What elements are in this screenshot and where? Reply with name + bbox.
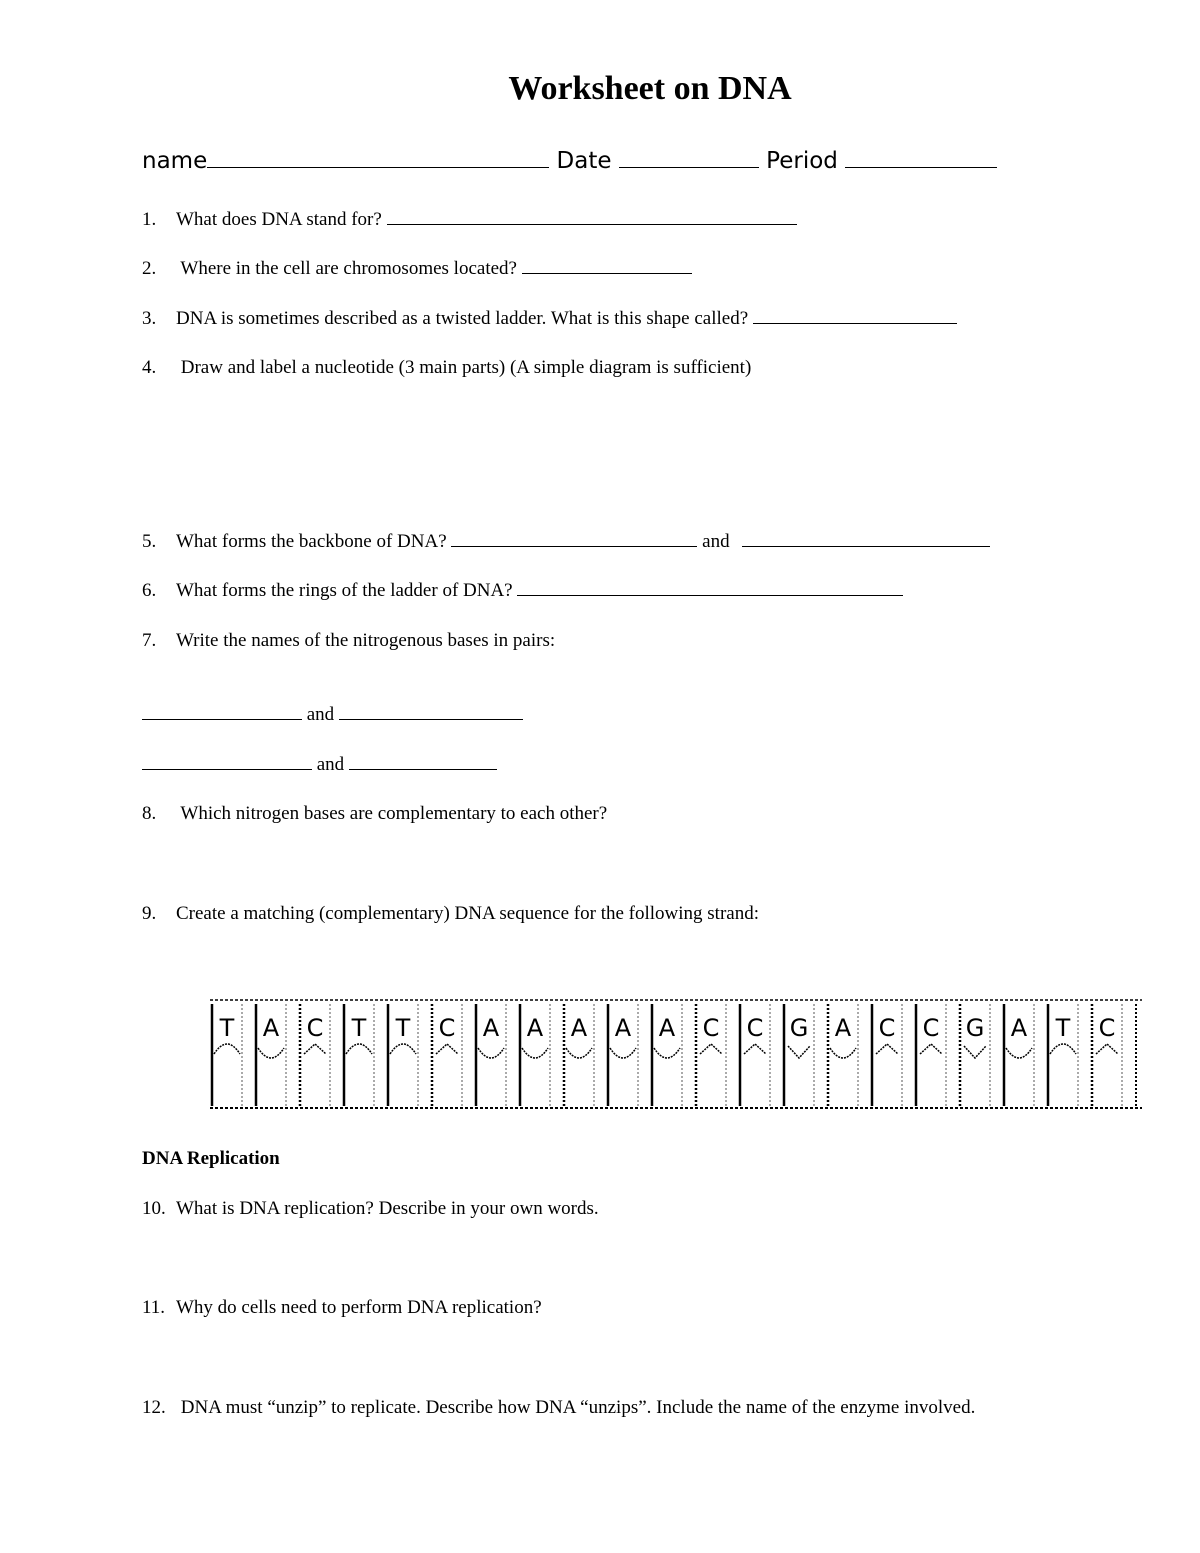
strand-base-6 xyxy=(432,1004,462,1106)
and-word: and xyxy=(316,754,345,775)
strand-connector-shape xyxy=(610,1048,636,1058)
question-text: DNA must “unzip” to replicate. Describe how DNA “unzips”. Include the name of the enzyme involved. xyxy=(176,1397,976,1418)
question-text: What forms the rings of the ladder of DNA? xyxy=(176,580,513,601)
strand-connector-shape xyxy=(1096,1044,1118,1054)
strand-connector-shape xyxy=(304,1044,326,1054)
answer-blank-1[interactable] xyxy=(451,545,697,547)
answer-blank[interactable] xyxy=(522,272,692,274)
and-word: and xyxy=(306,704,335,725)
strand-base-1 xyxy=(212,1004,242,1106)
strand-base-16 xyxy=(872,1004,902,1106)
strand-base-12 xyxy=(696,1004,726,1106)
strand-connector-shape xyxy=(1006,1048,1032,1058)
question-text: Draw and label a nucleotide (3 main parts) (A simple diagram is sufficient) xyxy=(176,357,752,378)
strand-base-letter: G xyxy=(789,1014,809,1042)
strand-base-10 xyxy=(608,1004,638,1106)
strand-connector-shape xyxy=(436,1044,458,1054)
strand-connector-shape xyxy=(1050,1044,1076,1054)
question-number: 12. xyxy=(142,1397,166,1418)
question-text: Create a matching (complementary) DNA sequence for the following strand: xyxy=(176,903,759,924)
strand-base-18 xyxy=(960,1004,990,1106)
strand-base-letter: A xyxy=(262,1014,280,1042)
strand-base-7 xyxy=(476,1004,506,1106)
strand-base-5 xyxy=(388,1004,418,1106)
base-blank-2[interactable] xyxy=(349,768,497,770)
answer-blank[interactable] xyxy=(753,322,957,324)
strand-base-9 xyxy=(564,1004,594,1106)
and-word: and xyxy=(702,531,730,552)
base-pair-row-2 xyxy=(142,754,497,776)
strand-base-letter: C xyxy=(878,1014,896,1042)
strand-connector-shape xyxy=(830,1048,856,1058)
strand-base-letter: C xyxy=(306,1014,324,1042)
strand-connector-shape xyxy=(258,1048,284,1058)
question-number: 6. xyxy=(142,580,157,601)
strand-base-letter: C xyxy=(922,1014,940,1042)
question-7 xyxy=(142,630,555,652)
strand-base-letter: C xyxy=(702,1014,720,1042)
question-number: 4. xyxy=(142,357,157,378)
question-12 xyxy=(142,1397,975,1419)
question-1 xyxy=(142,209,797,231)
strand-connector-shape xyxy=(700,1044,722,1054)
question-number: 2. xyxy=(142,258,157,279)
strand-base-19 xyxy=(1004,1004,1034,1106)
strand-connector-shape xyxy=(744,1044,766,1054)
question-text: What is DNA replication? Describe in your own words. xyxy=(176,1198,599,1219)
question-number: 7. xyxy=(142,630,157,651)
strand-connector-shape xyxy=(876,1044,898,1054)
answer-blank[interactable] xyxy=(517,594,903,596)
dna-strand-diagram xyxy=(208,996,1144,1114)
period-field[interactable] xyxy=(845,166,997,168)
strand-connector-shape xyxy=(964,1046,986,1058)
section-title-replication: DNA Replication xyxy=(142,1148,280,1169)
strand-base-letter: T xyxy=(395,1014,411,1042)
header-fields xyxy=(142,148,997,174)
question-number: 1. xyxy=(142,209,157,230)
question-text: DNA is sometimes described as a twisted ladder. What is this shape called? xyxy=(176,308,749,329)
strand-connector-shape xyxy=(920,1044,942,1054)
question-text: Why do cells need to perform DNA replication? xyxy=(176,1297,542,1318)
strand-base-letter: T xyxy=(1055,1014,1071,1042)
strand-connector-shape xyxy=(566,1048,592,1058)
question-number: 10. xyxy=(142,1198,166,1219)
date-field[interactable] xyxy=(619,166,759,168)
question-number: 3. xyxy=(142,308,157,329)
date-label: Date xyxy=(556,148,612,174)
base-pair-row-1 xyxy=(142,704,523,726)
strand-base-letter: T xyxy=(351,1014,367,1042)
strand-base-13 xyxy=(740,1004,770,1106)
strand-base-letter: A xyxy=(614,1014,632,1042)
question-text: Write the names of the nitrogenous bases in pairs: xyxy=(176,630,556,651)
question-5 xyxy=(142,531,990,553)
strand-base-letter: A xyxy=(570,1014,588,1042)
strand-base-letter: A xyxy=(482,1014,500,1042)
answer-blank-2[interactable] xyxy=(742,545,990,547)
name-field[interactable] xyxy=(207,166,549,168)
question-4 xyxy=(142,357,751,379)
strand-base-letter: A xyxy=(1010,1014,1028,1042)
base-blank-1[interactable] xyxy=(142,718,302,720)
strand-base-letter: C xyxy=(1098,1014,1116,1042)
strand-connector-shape xyxy=(654,1048,680,1058)
strand-connector-shape xyxy=(522,1048,548,1058)
strand-base-8 xyxy=(520,1004,550,1106)
strand-base-21 xyxy=(1092,1004,1122,1106)
strand-base-3 xyxy=(300,1004,330,1106)
question-number: 9. xyxy=(142,903,157,924)
strand-connector-shape xyxy=(390,1044,416,1054)
strand-base-letter: T xyxy=(219,1014,235,1042)
question-8 xyxy=(142,803,607,825)
strand-base-4 xyxy=(344,1004,374,1106)
question-9 xyxy=(142,903,759,925)
question-3 xyxy=(142,308,957,330)
strand-base-2 xyxy=(256,1004,286,1106)
question-number: 11. xyxy=(142,1297,166,1318)
question-10 xyxy=(142,1198,599,1220)
strand-base-11 xyxy=(652,1004,682,1106)
answer-blank[interactable] xyxy=(387,223,797,225)
question-text: What forms the backbone of DNA? xyxy=(176,531,447,552)
strand-base-14 xyxy=(784,1004,814,1106)
question-11 xyxy=(142,1297,542,1319)
strand-connector-shape xyxy=(478,1048,504,1058)
strand-base-letter: G xyxy=(965,1014,985,1042)
strand-base-letter: A xyxy=(834,1014,852,1042)
question-6 xyxy=(142,580,903,602)
name-label: name xyxy=(142,148,208,174)
question-text: What does DNA stand for? xyxy=(176,209,382,230)
strand-connector-shape xyxy=(346,1044,372,1054)
strand-base-letter: C xyxy=(746,1014,764,1042)
strand-base-letter: A xyxy=(526,1014,544,1042)
question-text: Where in the cell are chromosomes located? xyxy=(176,258,517,279)
base-blank-2[interactable] xyxy=(339,718,523,720)
question-number: 5. xyxy=(142,531,157,552)
question-text: Which nitrogen bases are complementary to each other? xyxy=(176,803,608,824)
strand-base-20 xyxy=(1048,1004,1078,1106)
strand-connector-shape xyxy=(214,1044,240,1054)
base-blank-1[interactable] xyxy=(142,768,312,770)
strand-connector-shape xyxy=(788,1046,810,1058)
question-number: 8. xyxy=(142,803,157,824)
strand-base-15 xyxy=(828,1004,858,1106)
period-label: Period xyxy=(766,148,838,174)
strand-base-letter: A xyxy=(658,1014,676,1042)
strand-base-letter: C xyxy=(438,1014,456,1042)
page-title: Worksheet on DNA xyxy=(508,70,792,107)
strand-base-17 xyxy=(916,1004,946,1106)
question-2 xyxy=(142,258,692,280)
